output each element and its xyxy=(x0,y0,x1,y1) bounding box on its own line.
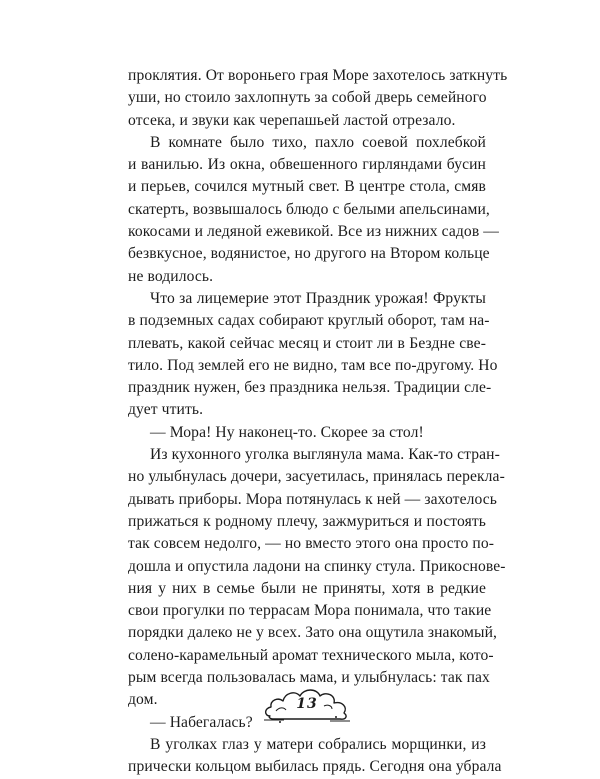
text-line: и перьев, сочился мутный свет. В центре стола, смяв xyxy=(128,178,486,196)
text-line: проклятия. От вороньего грая Море захотелось заткнуть xyxy=(128,67,508,84)
text-line: дом. xyxy=(128,691,158,709)
paragraph xyxy=(128,422,486,444)
text-line: в подземных садах собирают круглый оборот, там на- xyxy=(128,312,490,330)
paragraph xyxy=(128,132,499,288)
text-line: рым всегда пользовалась мама, и улыбнулась: так пах xyxy=(128,669,490,687)
body-text xyxy=(128,65,508,779)
paragraph xyxy=(128,734,502,779)
text-line: скатерть, возвышалось блюдо с белыми апельсинами, xyxy=(128,200,490,218)
text-line: солено-карамельный аромат технического мыла, кото- xyxy=(128,646,494,664)
text-line: порядки далеко не у всех. Зато она ощутила знакомый, xyxy=(128,624,498,642)
text-line: плевать, какой сейчас месяц и стоит ли в Бездне све- xyxy=(128,334,486,352)
text-line: и ванилью. Из окна, обвешенного гирляндами бусин xyxy=(128,156,486,174)
paragraph xyxy=(128,288,498,422)
text-line: прижаться к родному плечу, зажмуриться и постоять xyxy=(128,512,486,530)
text-line: не водилось. xyxy=(128,267,214,285)
text-line: Что за лицемерие этот Праздник урожая! Фрукты xyxy=(150,289,486,307)
text-line: В уголках глаз у матери собрались морщинки, из xyxy=(150,735,486,753)
paragraph xyxy=(128,444,506,712)
page-number: 13 xyxy=(296,696,318,712)
text-line: дошла и опустила ладони на спинку стула. Прикоснове- xyxy=(128,557,506,575)
text-line: но улыбнулась дочери, засуетилась, принялась перекла- xyxy=(128,468,505,486)
text-line: уши, но стоило захлопнуть за собой дверь семейного xyxy=(128,89,487,107)
text-line: отсека, и звуки как черепашьей ластой отрезало. xyxy=(128,111,456,129)
text-line: дует чтить. xyxy=(128,401,204,419)
text-line: праздник нужен, без праздника нельзя. Традиции сле- xyxy=(128,379,492,397)
text-line: свои прогулки по террасам Мора понимала, что такие xyxy=(128,602,492,620)
text-line: безвкусное, водянистое, но другого на Втором кольце xyxy=(128,245,490,263)
text-line: — Набегалась? xyxy=(150,713,253,731)
paragraph xyxy=(128,65,508,132)
text-line: — Мора! Ну наконец-то. Скорее за стол! xyxy=(150,423,424,441)
page-number-ornament xyxy=(262,676,352,724)
text-line: кокосами и ледяной ежевикой. Все из нижних садов — xyxy=(128,223,499,241)
text-line: дывать приборы. Мора потянулась к ней — захотелось xyxy=(128,490,497,508)
text-line: тило. Под землей его не видно, там все по-другому. Но xyxy=(128,356,498,374)
text-line: В комнате было тихо, пахло соевой похлебкой xyxy=(150,133,486,151)
text-line: ния у них в семье были не приняты, хотя в редкие xyxy=(128,579,486,597)
text-line: прически кольцом выбилась прядь. Сегодня она убрала xyxy=(128,758,502,776)
text-line: Из кухонного уголка выглянула мама. Как-то стран- xyxy=(150,446,500,464)
text-line: так совсем недолго, — но вместо этого она просто по- xyxy=(128,535,495,553)
